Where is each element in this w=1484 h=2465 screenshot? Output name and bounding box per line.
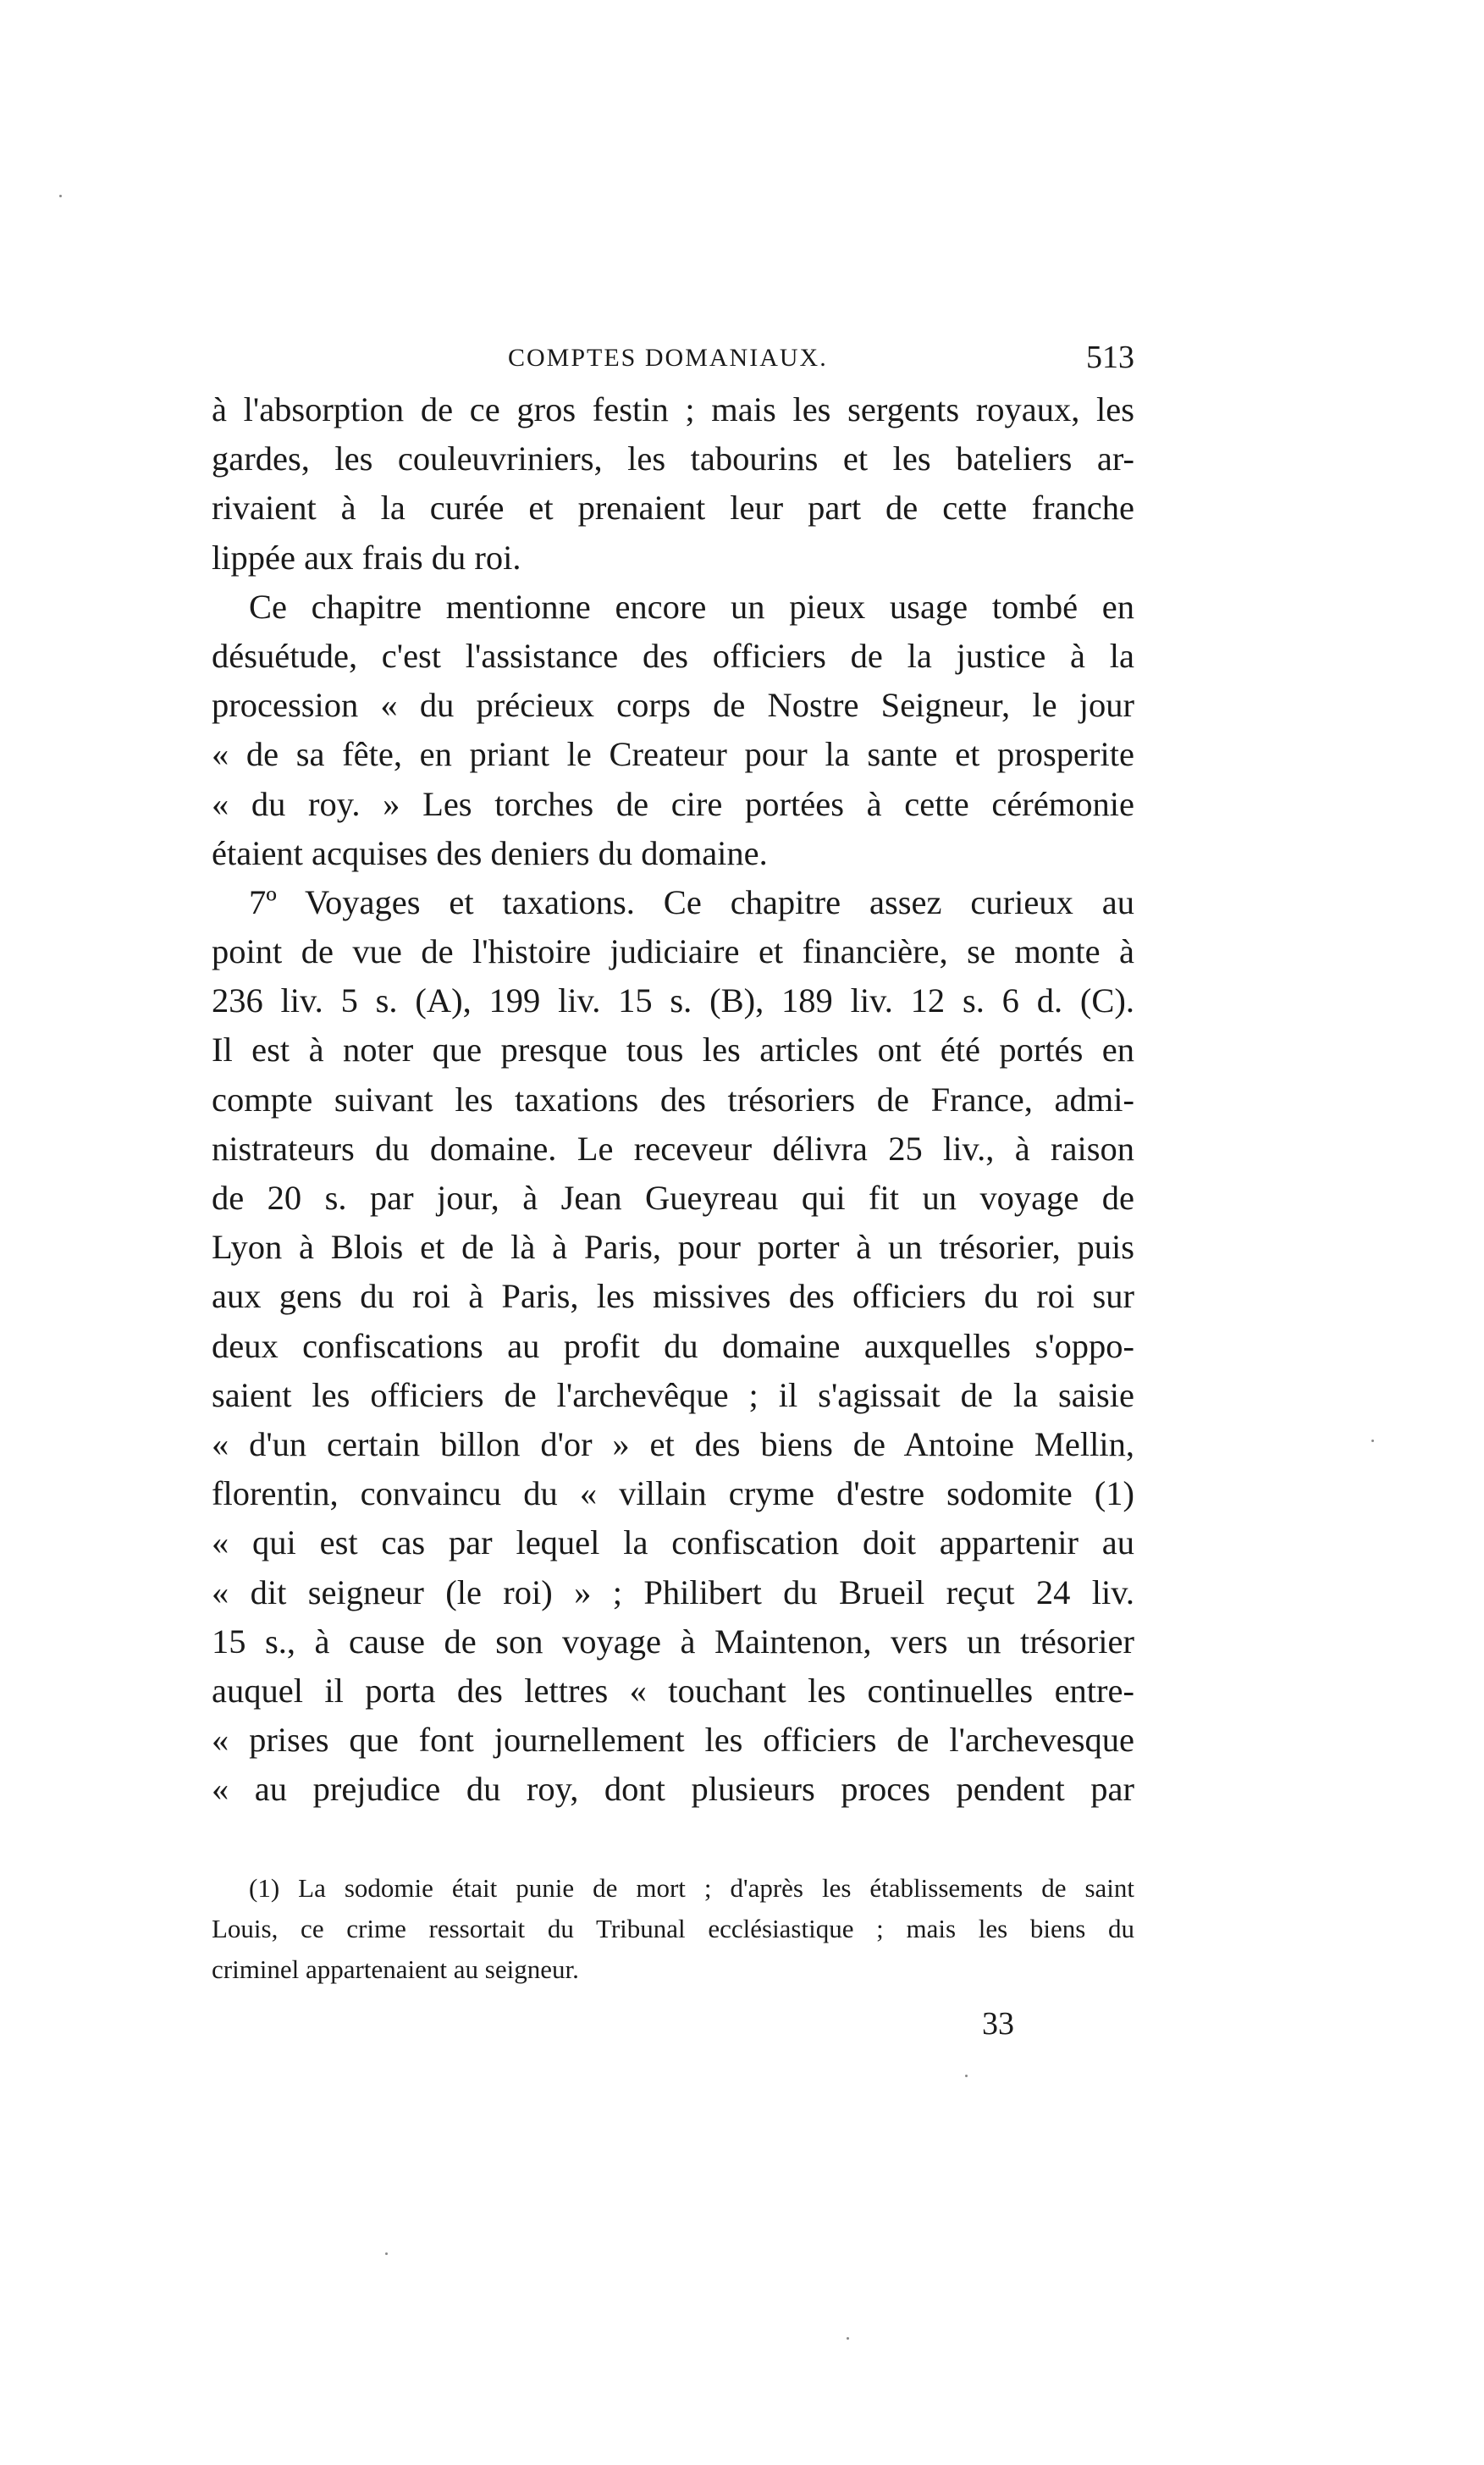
text-line: lippée aux frais du roi. [212,538,521,577]
page-number: 513 [1086,340,1134,375]
text-line: rivaient à la curée et prenaient leur part de cette franche [212,489,1134,528]
footnote-line: criminel appartenaient au seigneur. [212,1954,579,1984]
text-line: étaient acquises des deniers du domaine. [212,833,768,872]
footnote-line: (1) La sodomie était punie de mort ; d'après les établissements de saint [249,1873,1134,1903]
text-line: Ce chapitre mentionne encore un pieux usage tombé en [249,587,1134,626]
paper-speck [385,2252,388,2255]
footnotes [212,1868,1134,1990]
paper-speck [59,195,62,197]
text-line: point de vue de l'histoire judiciaire et financière, se monte à [212,932,1134,971]
running-title: COMPTES DOMANIAUX. [508,344,828,372]
text-line: « dit seigneur (le roi) » ; Philibert du Brueil reçut 24 liv. [212,1572,1134,1611]
text-line: florentin, convaincu du « villain cryme d'estre sodomite (1) [212,1474,1134,1513]
page-header [212,339,1134,381]
text-line: aux gens du roi à Paris, les missives des officiers du roi sur [212,1277,1134,1316]
text-line: nistrateurs du domaine. Le receveur délivra 25 liv., à raison [212,1129,1134,1168]
paper-speck [847,2337,849,2340]
text-line: « prises que font journellement les officiers de l'archevesque [212,1721,1134,1760]
text-line: 7º Voyages et taxations. Ce chapitre assez curieux au [249,882,1134,921]
text-line: « au prejudice du roy, dont plusieurs proces pendent par [212,1770,1134,1809]
text-line: à l'absorption de ce gros festin ; mais les sergents royaux, les [212,390,1134,428]
paper-speck [965,2075,968,2077]
text-line: saient les officiers de l'archevêque ; il s'agissait de la saisie [212,1375,1134,1414]
text-line: de 20 s. par jour, à Jean Gueyreau qui fit un voyage de [212,1179,1134,1217]
text-line: « d'un certain billon d'or » et des biens de Antoine Mellin, [212,1424,1134,1463]
text-line: « qui est cas par lequel la confiscation doit appartenir au [212,1523,1134,1562]
text-line: Lyon à Blois et de là à Paris, pour porter à un trésorier, puis [212,1228,1134,1267]
text-line: 236 liv. 5 s. (A), 199 liv. 15 s. (B), 189 liv. 12 s. 6 d. (C). [212,981,1134,1020]
footnote-line: Louis, ce crime ressortait du Tribunal ecclésiastique ; mais les biens du [212,1914,1134,1943]
text-line: 15 s., à cause de son voyage à Maintenon, vers un trésorier [212,1622,1134,1661]
text-line: désuétude, c'est l'assistance des officiers de la justice à la [212,636,1134,675]
text-line: gardes, les couleuvriniers, les tabourins et les bateliers ar- [212,439,1134,478]
paper-speck [1371,1440,1374,1442]
text-line: auquel il porta des lettres « touchant les continuelles entre- [212,1671,1134,1710]
text-line: deux confiscations au profit du domaine auxquelles s'oppo- [212,1326,1134,1365]
body-text [212,385,1134,1814]
text-line: « du roy. » Les torches de cire portées à cette cérémonie [212,784,1134,823]
text-line: procession « du précieux corps de Nostre Seigneur, le jour [212,686,1134,725]
text-line: compte suivant les taxations des trésoriers de France, admi- [212,1080,1134,1119]
text-line: Il est à noter que presque tous les articles ont été portés en [212,1031,1134,1069]
text-line: « de sa fête, en priant le Createur pour la sante et prosperite [212,735,1134,774]
signature-mark: 33 [982,2006,1014,2042]
